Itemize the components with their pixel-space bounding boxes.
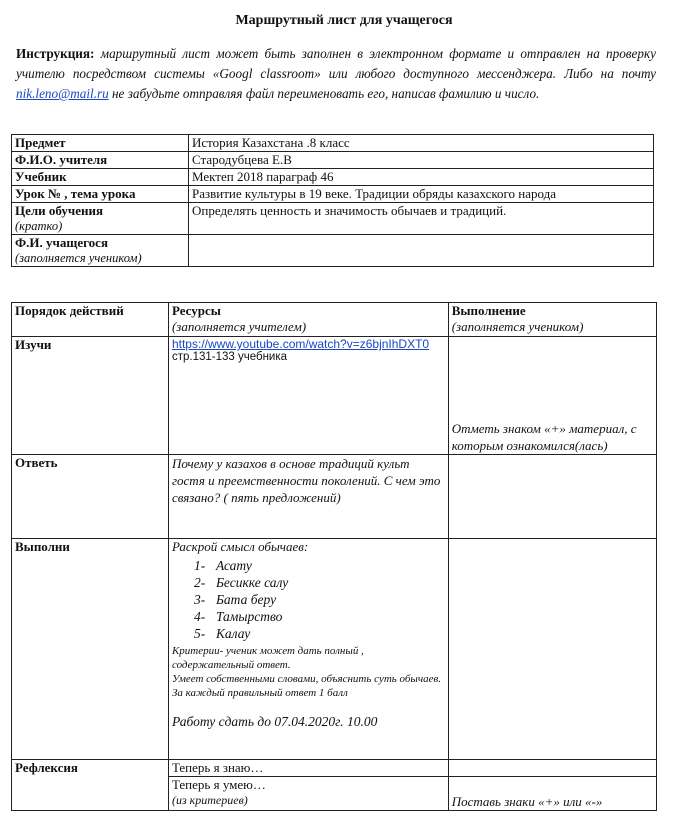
study-label: Изучи [12,337,169,455]
do-execution-field[interactable] [448,539,656,760]
do-label: Выполни [12,539,169,760]
col-execution-header [448,303,656,337]
study-execution-field[interactable] [448,337,656,455]
lesson-label: Урок № , тема урока [12,186,189,203]
criteria-2: Умеет собственными словами, объяснить суть обычаев. [171,673,442,685]
subject-value: История Казахстана .8 класс [189,135,654,152]
table-row [12,186,654,203]
col-execution-label: Выполнение [451,303,526,318]
student-value-field[interactable] [189,235,654,267]
study-resources [168,337,448,455]
col-resources-header [168,303,448,337]
table-row [12,135,654,152]
customs-list [172,557,445,642]
list-item: 1. Асату [212,557,445,574]
reflection-can: Теперь я умею… [171,777,266,792]
col-resources-sub: (заполняется учителем) [171,319,307,334]
email-link[interactable]: nik.leno@mail.ru [16,86,109,101]
reflection-know: Теперь я знаю… [168,760,448,777]
table-row-study [12,337,657,455]
criteria-1: Критерии- ученик может дать полный , содержательный ответ. [171,645,364,671]
table-header-row [12,303,657,337]
student-label: Ф.И. учащегося [15,235,108,250]
answer-question-text: Почему у казахов в основе традиций культ гостя и преемственности поколений. С чем это связано? ( пять предложений) [171,456,441,505]
instruction-text: маршрутный лист может быть заполнен в электронном формате и отправлен на проверку учителю посредством системы «Googl classroom» или любого доступного мессенджера. Либо на почту [16,46,657,81]
reflection-label: Рефлексия [12,760,169,811]
list-item: 4. Тамырство [212,608,445,625]
list-item: 5. Калау [212,625,445,642]
reflection-from: (из критериев) [171,793,248,807]
reflection-can-field[interactable] [448,777,656,811]
col-actions-header: Порядок действий [12,303,169,337]
instruction-block [16,44,656,104]
reflection-can-cell [168,777,448,811]
student-cell [12,235,189,267]
table-row [12,235,654,267]
do-resources [168,539,448,760]
textbook-label: Учебник [12,169,189,186]
goals-cell [12,203,189,235]
deadline: Работу сдать до 07.04.2020г. 10.00 [171,714,378,729]
table-row-reflection-1 [12,760,657,777]
info-table [11,134,654,267]
lesson-value: Развитие культуры в 19 веке. Традиции обряды казахского народа [189,186,654,203]
table-row-answer [12,455,657,539]
criteria-3: За каждый правильный ответ 1 балл [171,687,348,699]
subject-label: Предмет [12,135,189,152]
list-item: 3. Бата беру [212,591,445,608]
col-resources-label: Ресурсы [171,303,221,318]
goals-label: Цели обучения [15,203,104,218]
table-row [12,169,654,186]
table-row-do [12,539,657,760]
page-title: Маршрутный лист для учащегося [235,13,453,28]
reflection-mark-instruction: Поставь знаки «+» или «-» [451,794,603,809]
answer-label: Ответь [12,455,169,539]
textbook-pages: стр.131-133 учебника [171,351,288,363]
textbook-value: Мектеп 2018 параграф 46 [189,169,654,186]
answer-question [168,455,448,539]
goals-value: Определять ценность и значимость обычаев и традиций. [189,203,654,235]
student-sub: (заполняется учеником) [15,251,142,265]
list-item: 2. Бесикке салу [212,574,445,591]
study-mark-instruction: Отметь знаком «+» материал, с которым ознакомился(лась) [451,421,637,453]
do-intro: Раскрой смысл обычаев: [171,539,309,554]
table-row [12,203,654,235]
instruction-label: Инструкция: [16,46,95,61]
reflection-know-field[interactable] [448,760,656,777]
goals-sub: (кратко) [15,219,63,233]
teacher-label: Ф.И.О. учителя [12,152,189,169]
teacher-value: Стародубцева Е.В [189,152,654,169]
answer-execution-field[interactable] [448,455,656,539]
instruction-text-end: не забудьте отправляя файл переименовать его, написав фамилию и число. [112,86,540,101]
plan-table [11,302,657,811]
video-link[interactable]: https://www.youtube.com/watch?v=z6bjnIhDXT0 [171,337,430,351]
table-row [12,152,654,169]
col-execution-sub: (заполняется учеником) [451,319,584,334]
